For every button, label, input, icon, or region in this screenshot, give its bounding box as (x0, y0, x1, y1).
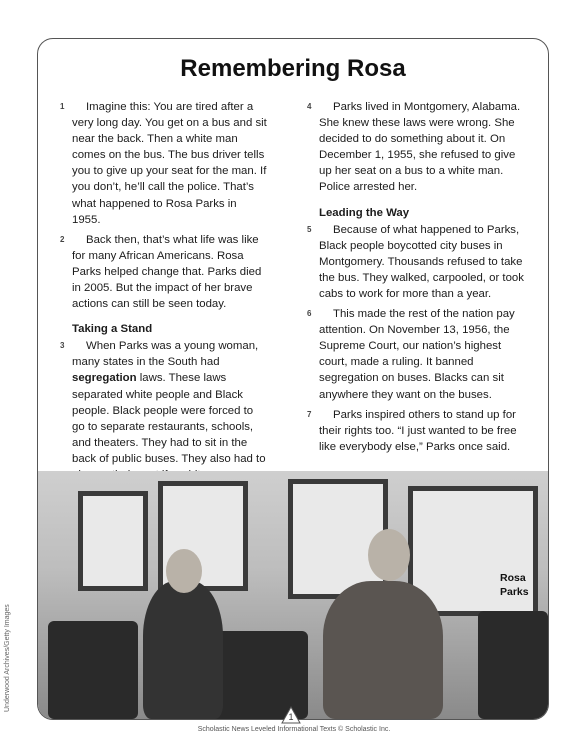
rosa-parks-bus-photo (38, 471, 548, 719)
paragraph-text: This made the rest of the nation pay attention. On November 13, 1956, the Supreme Court, our nation’s highest court, made a ruling. It banned segregation on buses. Blacks can sit anywhere they want on the buses. (319, 308, 515, 401)
paragraph-2 (60, 232, 267, 312)
rosa-parks-figure (323, 581, 443, 719)
right-column (307, 99, 529, 459)
section-heading-taking-a-stand: Taking a Stand (72, 323, 153, 336)
paragraph-text: Parks lived in Montgomery, Alabama. She knew these laws were wrong. She decided to do something about it. On December 1, 1955, she refused to give up her seat on a bus to a white man. Police arrested her. (319, 101, 521, 194)
footer-copyright: Scholastic News Leveled Informational Texts © Scholastic Inc. (197, 726, 391, 733)
paragraph-number: 2 (60, 234, 65, 244)
bus-seat (48, 621, 138, 719)
paragraph-4 (307, 99, 529, 196)
man-face (166, 549, 202, 593)
vocab-word: segregation (72, 372, 137, 385)
photo-caption: Rosa Parks (500, 572, 529, 598)
paragraph-number: 5 (307, 224, 312, 234)
page-number-badge (281, 706, 301, 724)
paragraph-text: Because of what happened to Parks, Black people boycotted city buses in Montgomery. Thousands refused to take the bus. They walked, carpooled, or took cabs to work for more than a year. (319, 223, 524, 300)
paragraph-text: Parks inspired others to stand up for their rights too. “I just wanted to be free like everybody else,” Parks once said. (319, 408, 517, 453)
paragraph-text: laws. These laws separated white people and Black people. Black people were forced to go to separate restaurants, schools, and theaters. They had to sit in the back of public buses. They also had to (72, 372, 266, 465)
bus-seat (478, 611, 548, 719)
paragraph-text: When Parks was a young woman, many states in the South had (72, 340, 259, 369)
page-number: 1 (288, 712, 294, 722)
paragraph-number: 7 (307, 409, 312, 419)
page-title: Remembering Rosa (180, 55, 406, 82)
paragraph-1 (60, 99, 267, 228)
paragraph-7 (307, 407, 529, 455)
article-frame (37, 38, 549, 720)
paragraph-number: 3 (60, 341, 65, 351)
paragraph-text: Back then, that’s what life was like for many African Americans. Rosa Parks helped change that. Parks died in 2005. But the impact of her brave actions can still be seen today. (72, 233, 262, 311)
section-heading-leading-the-way: Leading the Way (319, 206, 410, 219)
left-column (60, 99, 267, 503)
photo-credit: Underwood Archives/Getty Images (4, 604, 11, 712)
paragraph-number: 1 (60, 102, 65, 111)
bus-window (78, 491, 148, 591)
rosa-parks-face (368, 529, 410, 581)
paragraph-number: 4 (307, 102, 312, 111)
paragraph-text: Imagine this: You are tired after a very long day. You get on a bus and sit near the back. Then a white man comes on the bus. The bus driver tells you to give up your seat for the man. If you don’t, he’ll call the police. That’s what happened to Rosa Parks in 1955. (72, 101, 267, 226)
man-passenger (143, 581, 223, 719)
paragraph-number: 6 (307, 309, 312, 319)
paragraph-5 (307, 222, 529, 302)
paragraph-6 (307, 306, 529, 403)
